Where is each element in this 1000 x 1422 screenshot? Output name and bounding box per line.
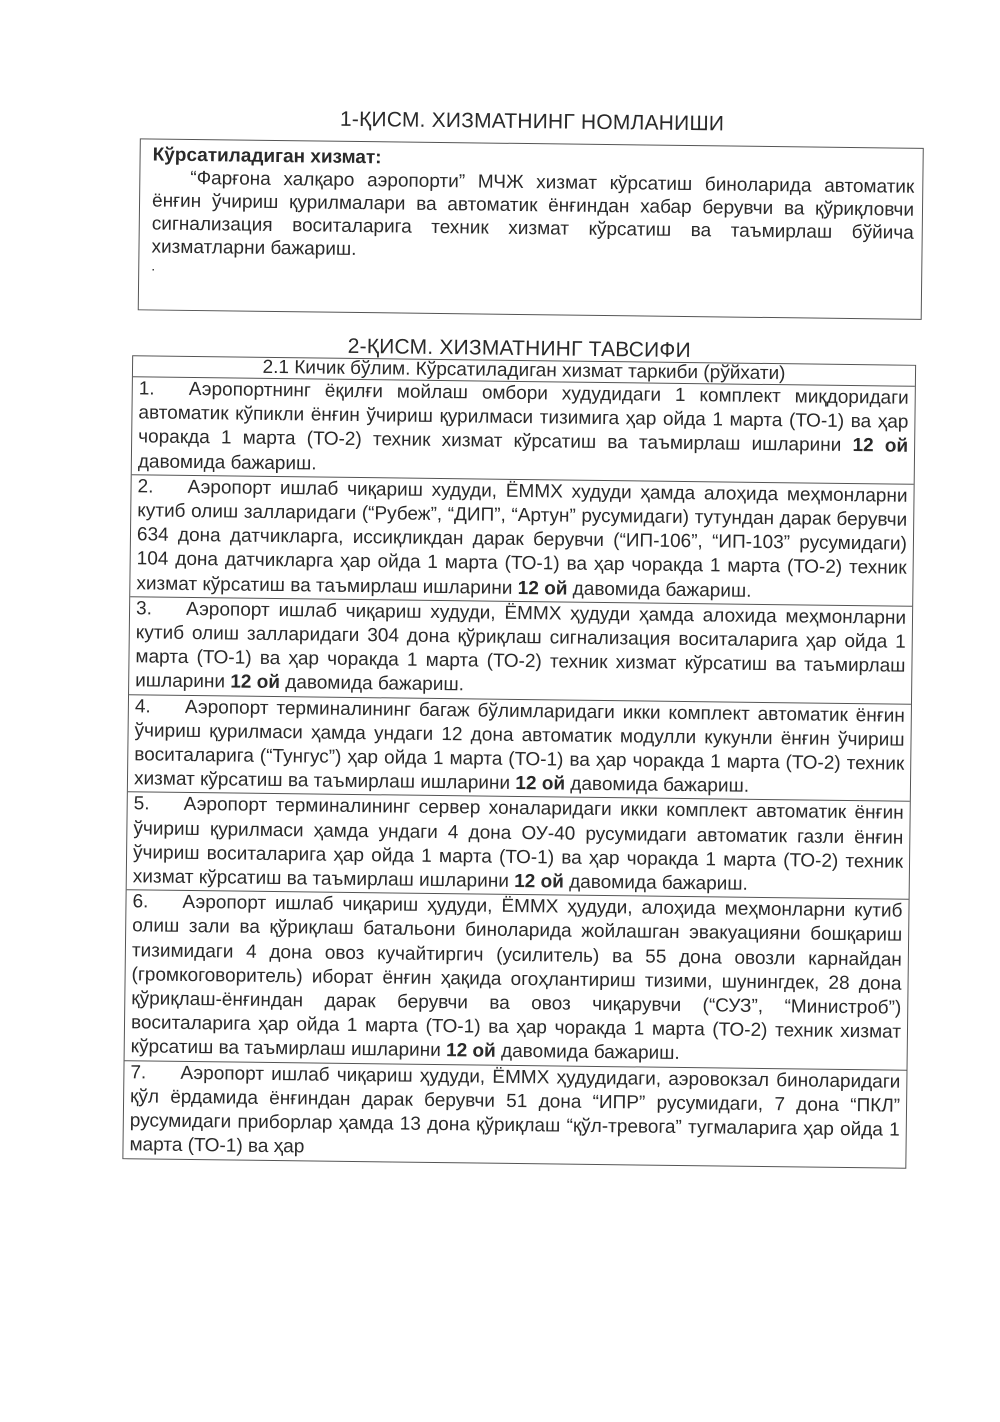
- table-row: [127, 793, 910, 900]
- item-text: Аэропорт терминалининг сервер хоналаридаги икки комплект автоматик ёнғин ўчириш қурилмаси ҳамда ундаги 4 дона ОУ-40 русумидаги автоматик газли ёнғин ўчириш воситаларига ҳар ойда 1 марта (ТО-1) ва ҳар чоракда 1 марта (ТО-2) техник хизмат кўрсатиш ва таъмирлаш ишларини: [132, 794, 904, 893]
- service-composition-table: [122, 355, 916, 1168]
- item-text-end: давомида бажариш.: [137, 450, 317, 475]
- item-duration: 12 ой: [852, 435, 909, 458]
- item-duration: 12 ой: [445, 1040, 496, 1063]
- table-row: [132, 377, 915, 484]
- part1-title: 1-ҚИСМ. ХИЗМАТНИНГ НОМЛАНИШИ: [339, 107, 725, 136]
- item-duration: 12 ой: [515, 773, 566, 795]
- item-text: Аэропорт терминалининг багаж бўлимларидаги икки комплект автоматик ёнғин ўчириш қурилмаси ҳамда ундаги 12 дона автоматик модулли кукунли ёнғин ўчириш воситаларига (“Тунгус”) ҳар ойда 1 марта (ТО-1) ва ҳар чоракда 1 марта (ТО-2) техник хизмат кўрсатиш ва таъмирлаш ишларини: [133, 696, 905, 795]
- item-number: 4.: [134, 695, 151, 718]
- table-row: [130, 475, 913, 607]
- item-text-end: давомида бажариш.: [563, 871, 748, 895]
- table-row: [125, 890, 909, 1070]
- item-text-end: давомида бажариш.: [567, 578, 752, 602]
- table-row: [123, 1061, 906, 1167]
- item-text-end: давомида бажариш.: [495, 1041, 680, 1065]
- item-text: Аэропорт ишлаб чиқариш худуди, ЁММХ худуди ҳамда алоҳида меҳмонларни кутиб олиш залларидаги (“Рубеж”, “ДИП”, “Артун” русумидаги) тутундан дарак берувчи 634 дона датчикларга, иссиқликдан дарак берувчи (“ИП-106”, “ИП-103” русумидаги) 104 дона датчикларга ҳар ойда 1 марта (ТО-1) ва ҳар чоракда 1 марта (ТО-2) техник хизмат кўрсатиш ва таъмирлаш ишларини: [136, 476, 908, 599]
- item-number: 3.: [135, 598, 153, 620]
- part2-title: 2-ҚИСМ. ХИЗМАТНИНГ ТАВСИФИ: [347, 334, 692, 363]
- item-number: 5.: [133, 793, 150, 815]
- service-name-box: [138, 138, 924, 320]
- item-text: Аэропорт ишлаб чиқариш худуди, ЁММХ ҳудуди ҳамда алохида меҳмонларни кутиб олиш залларидаги 304 дона қўриқлаш сигнализация воситаларига ҳар ойда 1 марта (ТО-1) ва ҳар чоракда 1 марта (ТО-2) техник хизмат кўрсатиш ва таъмирлаш ишларини: [135, 598, 907, 693]
- table-row: [128, 695, 911, 802]
- item-duration: 12 ой: [517, 577, 568, 600]
- item-text: Аэропорт ишлаб чиқариш ҳудуди, ЁММХ ҳудуди, алоҳида меҳмонларни кутиб олиш зали ва қўриқлаш батальони биноларида жойлашган эвакуацияни бошқариш тизимидаги 4 дона овоз кучайтиргич (усилитель) ва 55 дона овозли карнайдан (громкоговоритель) иборат ёнғин ҳақида огоҳлантириш тизими, шунингдек, 28 дона қўриқлаш-ёнғиндан дарак берувчи ва овоз чиқарувчи (“СУЗ”, “Министроб”) воситаларига ҳар ойда 1 марта (ТО-1) ва ҳар чоракда 1 марта (ТО-2) техник хизмат кўрсатиш ва таъмирлаш ишларини: [130, 892, 903, 1062]
- item-text: Аэропорт ишлаб чиқариш ҳудуди, ЁММХ ҳудудидаги, аэровокзал биноларидаги қўл ёрдамида ёнғиндан дарак берувчи 51 дона “ИПР” русумидаги, 7 дона “ПКЛ” русумидаги приборлар ҳамда 13 дона қўриқлаш “қўл-тревога” тугмаларига ҳар ойда 1 марта (ТО-1) ва ҳар: [129, 1062, 901, 1158]
- item-number: 7.: [130, 1061, 147, 1084]
- item-text: Аэропортнинг ёқилғи мойлаш омбори худудидаги 1 комплект миқдоридаги автоматик кўпикли ёнғин ўчириш қурилмаси тизимига ҳар ойда 1 марта (ТО-1) ва ҳар чоракда 1 марта (ТО-2) техник хизмат кўрсатиш ва таъмирлаш ишларини: [138, 378, 909, 457]
- table-row: [129, 597, 912, 704]
- item-duration: 12 ой: [514, 871, 565, 893]
- item-duration: 12 ой: [230, 671, 281, 694]
- trailing-mark: .: [151, 257, 156, 274]
- item-text-end: давомида бажариш.: [564, 773, 750, 798]
- subsection-header: 2.1 Кичик бўлим. Кўрсатиладиган хизмат таркиби (рўйхати): [133, 356, 915, 387]
- service-label: Кўрсатиладиган хизмат:: [152, 144, 382, 169]
- item-number: 2.: [137, 476, 154, 498]
- item-text-end: давомида бажариш.: [279, 672, 465, 696]
- item-number: 1.: [138, 378, 155, 400]
- service-description: “Фарғона халқаро аэропорти” МЧЖ хизмат кўрсатиш биноларида автоматик ёнғин ўчириш қурилмалари ва автоматик ёнғиндан хабар берувчи ва қўриқловчи сигнализация воситаларига техник хизмат кўрсатиш ва таъмирлаш бўйича хизматларни бажариш.: [151, 167, 915, 260]
- item-number: 6.: [132, 891, 149, 913]
